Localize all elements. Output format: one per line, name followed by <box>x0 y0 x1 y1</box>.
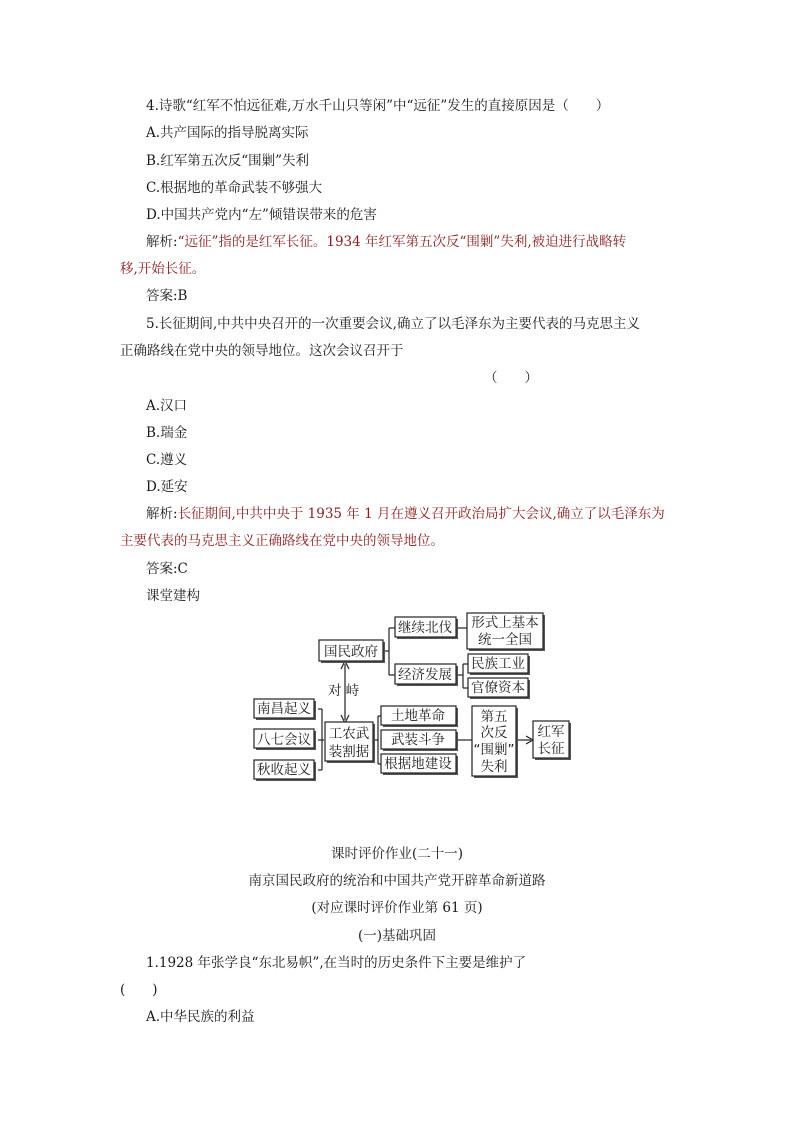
homework-subtitle: 南京国民政府的统治和中国共产党开辟革命新道路 <box>248 873 546 889</box>
hw-q1-option-a: A.中华民族的利益 <box>146 1009 255 1025</box>
label-tudi: 土地革命 <box>391 708 445 724</box>
label-diwu1: 第五 <box>480 709 508 725</box>
q4-analysis-label: 解析: <box>146 234 178 250</box>
label-gongnong2: 装割据 <box>328 744 370 760</box>
q4-option-b: B.红军第五次反“围剿”失利 <box>146 153 310 169</box>
section-heading: (一)基础巩固 <box>357 928 437 944</box>
q5-analysis-text: 长征期间,中共中央于 1935 年 1 月在遵义召开政治局扩大会议,确立了以毛泽东为 <box>177 506 665 522</box>
label-wuzhuang: 武装斗争 <box>391 732 445 748</box>
hw-q1-stem: 1.1928 年张学良“东北易帜”,在当时的历史条件下主要是维护了 <box>146 955 527 971</box>
q5-option-d: D.延安 <box>146 479 188 495</box>
label-diwu3: “围剿” <box>473 742 515 758</box>
label-duizhi: 对 峙 <box>328 683 360 699</box>
label-gongnong1: 工农武 <box>328 726 370 742</box>
q5-answer: 答案:C <box>146 561 188 577</box>
label-nanchang: 南昌起义 <box>257 701 311 717</box>
label-qiushou: 秋收起义 <box>257 762 311 778</box>
label-guanliao: 官僚资本 <box>471 680 525 696</box>
label-tongyi2: 统一全国 <box>478 632 532 648</box>
q5-analysis-label: 解析: <box>146 506 178 522</box>
q4-stem: 4.诗歌“红军不怕远征难,万水千山只等闲”中“远征”发生的直接原因是（ ） <box>146 98 610 114</box>
label-minzu: 民族工业 <box>471 656 525 672</box>
classroom-title: 课堂建构 <box>146 588 200 604</box>
q4-analysis-text: “远征”指的是红军长征。1934 年红军第五次反“围剿”失利,被迫进行战略转 <box>177 234 627 250</box>
label-baqi: 八七会议 <box>257 732 311 748</box>
q5-analysis-line2: 主要代表的马克思主义正确路线在党中央的领导地位。 <box>120 533 444 549</box>
label-beifa: 继续北伐 <box>398 620 452 636</box>
label-hongjun2: 长征 <box>537 741 565 757</box>
q4-option-c: C.根据地的革命武装不够强大 <box>146 180 323 196</box>
label-tongyi1: 形式上基本 <box>471 615 539 631</box>
homework-ref: (对应课时评价作业第 61 页) <box>311 900 483 916</box>
q5-option-a: A.汉口 <box>146 398 188 414</box>
label-hongjun1: 红军 <box>537 724 565 740</box>
q4-option-a: A.共产国际的指导脱离实际 <box>146 125 309 141</box>
q4-answer: 答案:B <box>146 288 188 304</box>
q4-option-d: D.中国共产党内“左”倾错误带来的危害 <box>146 207 377 223</box>
q5-option-c: C.遵义 <box>146 452 188 468</box>
q5-stem-line1: 5.长征期间,中共中央召开的一次重要会议,确立了以毛泽东为主要代表的马克思主义 <box>146 316 640 332</box>
label-genjudi: 根据地建设 <box>384 756 452 772</box>
q5-option-b: B.瑞金 <box>146 425 188 441</box>
q5-blank: （ ） <box>484 370 538 386</box>
label-guomin: 国民政府 <box>324 644 378 660</box>
q5-stem-line2: 正确路线在党中央的领导地位。这次会议召开于 <box>120 343 404 359</box>
label-diwu2: 次反 <box>480 725 508 741</box>
homework-title: 课时评价作业(二十一) <box>330 846 464 862</box>
q4-analysis-line2: 移,开始长征。 <box>120 261 206 277</box>
label-jingji: 经济发展 <box>398 667 452 683</box>
label-diwu4: 失利 <box>480 759 508 775</box>
hw-q1-blank: ( ) <box>120 982 158 998</box>
